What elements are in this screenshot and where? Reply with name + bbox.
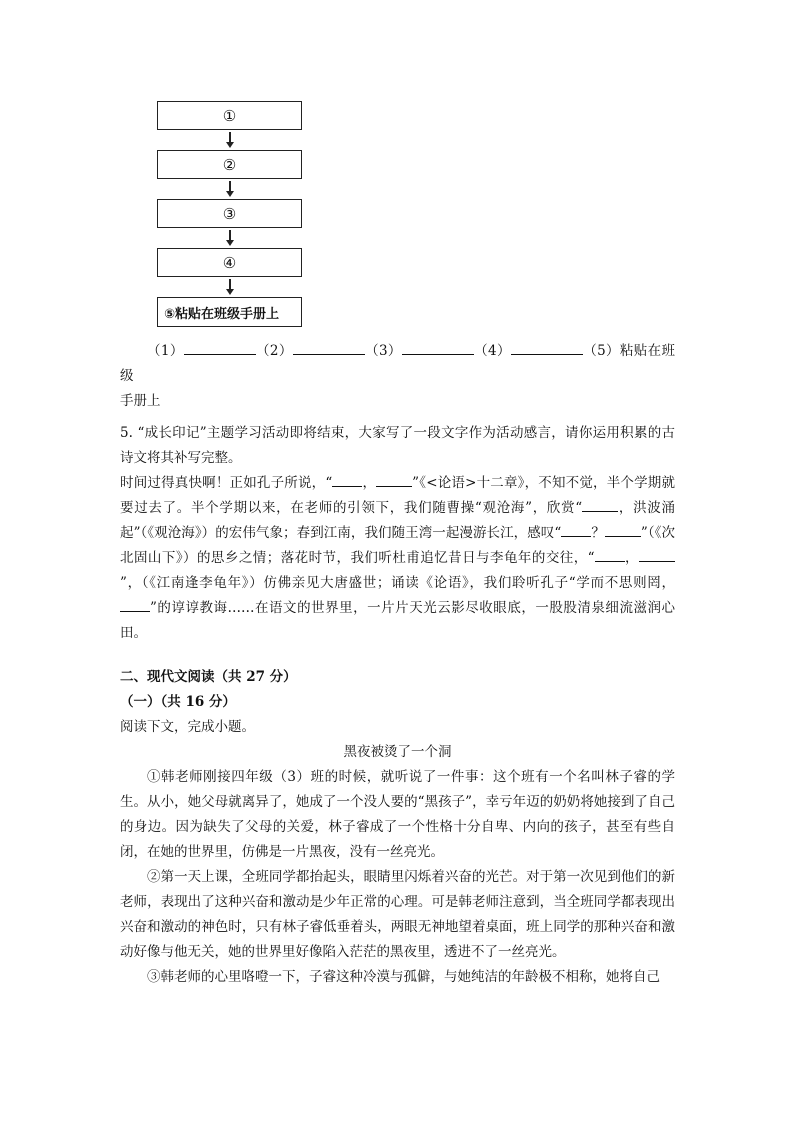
answer-blank[interactable]	[582, 497, 618, 512]
reading-instruction: 阅读下文，完成小题。	[120, 719, 255, 735]
q4-answer-line: （1） （2） （3） （4） （5）粘贴在班级	[120, 339, 675, 389]
answer-blank[interactable]	[511, 340, 583, 355]
subsection-heading: （一）（共 16 分）	[120, 694, 236, 710]
flow-box-3: ③	[157, 199, 302, 228]
q4-answer-tail: 手册上	[120, 393, 161, 409]
article-paragraph: ②第一天上课，全班同学都抬起头，眼睛里闪烁着兴奋的光芒。对于第一次见到他们的新老师，表现出了这种兴奋和激动是少年正常的心理。可是韩老师注意到，当全班同学都表现出兴奋和激动的神色时，只有林子睿低垂着头，两眼无神地望着桌面，班上同学的那种兴奋和激动好像与他无关，她的世界里好像陷入茫茫的黑夜里，透进不了一丝亮光。	[120, 869, 675, 960]
flowchart	[157, 101, 302, 327]
flow-box-4: ④	[157, 248, 302, 277]
down-arrow-icon	[157, 228, 302, 248]
article-paragraph: ①韩老师刚接四年级（3）班的时候，就听说了一件事：这个班有一个名叫林子睿的学生。从小，她父母就离异了，她成了一个没人要的“黑孩子”，幸亏年迈的奶奶将她接到了自己的身边。因为缺失了父母的关爱，林子睿成了一个性格十分自卑、内向的孩子，甚至有些自闭，在她的世界里，仿佛是一片黑夜，没有一丝亮光。	[120, 769, 675, 860]
q5-stem: 5. “成长印记”主题学习活动即将结束，大家写了一段文字作为活动感言，请你运用积累的古诗文将其补写完整。	[120, 425, 675, 466]
down-arrow-icon	[157, 179, 302, 199]
question-5	[120, 421, 675, 646]
section-heading: 二、现代文阅读（共 27 分）	[120, 669, 297, 685]
article-paragraph: ③韩老师的心里咯噔一下，子睿这种冷漠与孤僻，与她纯洁的年龄极不相称，她将自己	[147, 969, 660, 985]
q4-answer-lines	[120, 339, 675, 414]
answer-blank[interactable]	[595, 547, 625, 562]
answer-blank[interactable]	[293, 340, 365, 355]
answer-blank[interactable]	[402, 340, 474, 355]
flow-box-1: ①	[157, 101, 302, 130]
answer-blank[interactable]	[605, 522, 641, 537]
article-title: 黑夜被烫了一个洞	[343, 744, 452, 760]
answer-blank[interactable]	[639, 547, 675, 562]
q5-passage: 时间过得真快啊！正如孔子所说，“ ， ”《<论语>十二章》，不知不觉，半个学期就要过去了。半个学期以来，在老师的引领下，我们随曹操“观沧海”，欣赏“ ，洪波涌起”（《观沧海》）的宏伟气象；春到江南，我们随王湾一起漫游长江，感叹“ ？ ”（《次北固山下》）的思乡之情；落花时节，我们听杜甫追忆昔日与李龟年的交往，“ ，”，（《江南逢李龟年》）仿佛亲见大唐盛世；诵读《论语》，我们聆听孔子“学而不思则罔，”的谆谆教诲……在语文的世界里，一片片天光云影尽收眼底，一股股清泉细流滋润心田。	[120, 471, 675, 646]
flow-box-5: ⑤粘贴在班级手册上	[157, 297, 302, 327]
answer-blank[interactable]	[561, 522, 591, 537]
answer-blank[interactable]	[184, 340, 256, 355]
down-arrow-icon	[157, 130, 302, 150]
answer-blank[interactable]	[120, 597, 150, 612]
section-2	[120, 665, 675, 990]
answer-blank[interactable]	[332, 472, 362, 487]
flow-box-2: ②	[157, 150, 302, 179]
down-arrow-icon	[157, 277, 302, 297]
answer-blank[interactable]	[376, 472, 412, 487]
